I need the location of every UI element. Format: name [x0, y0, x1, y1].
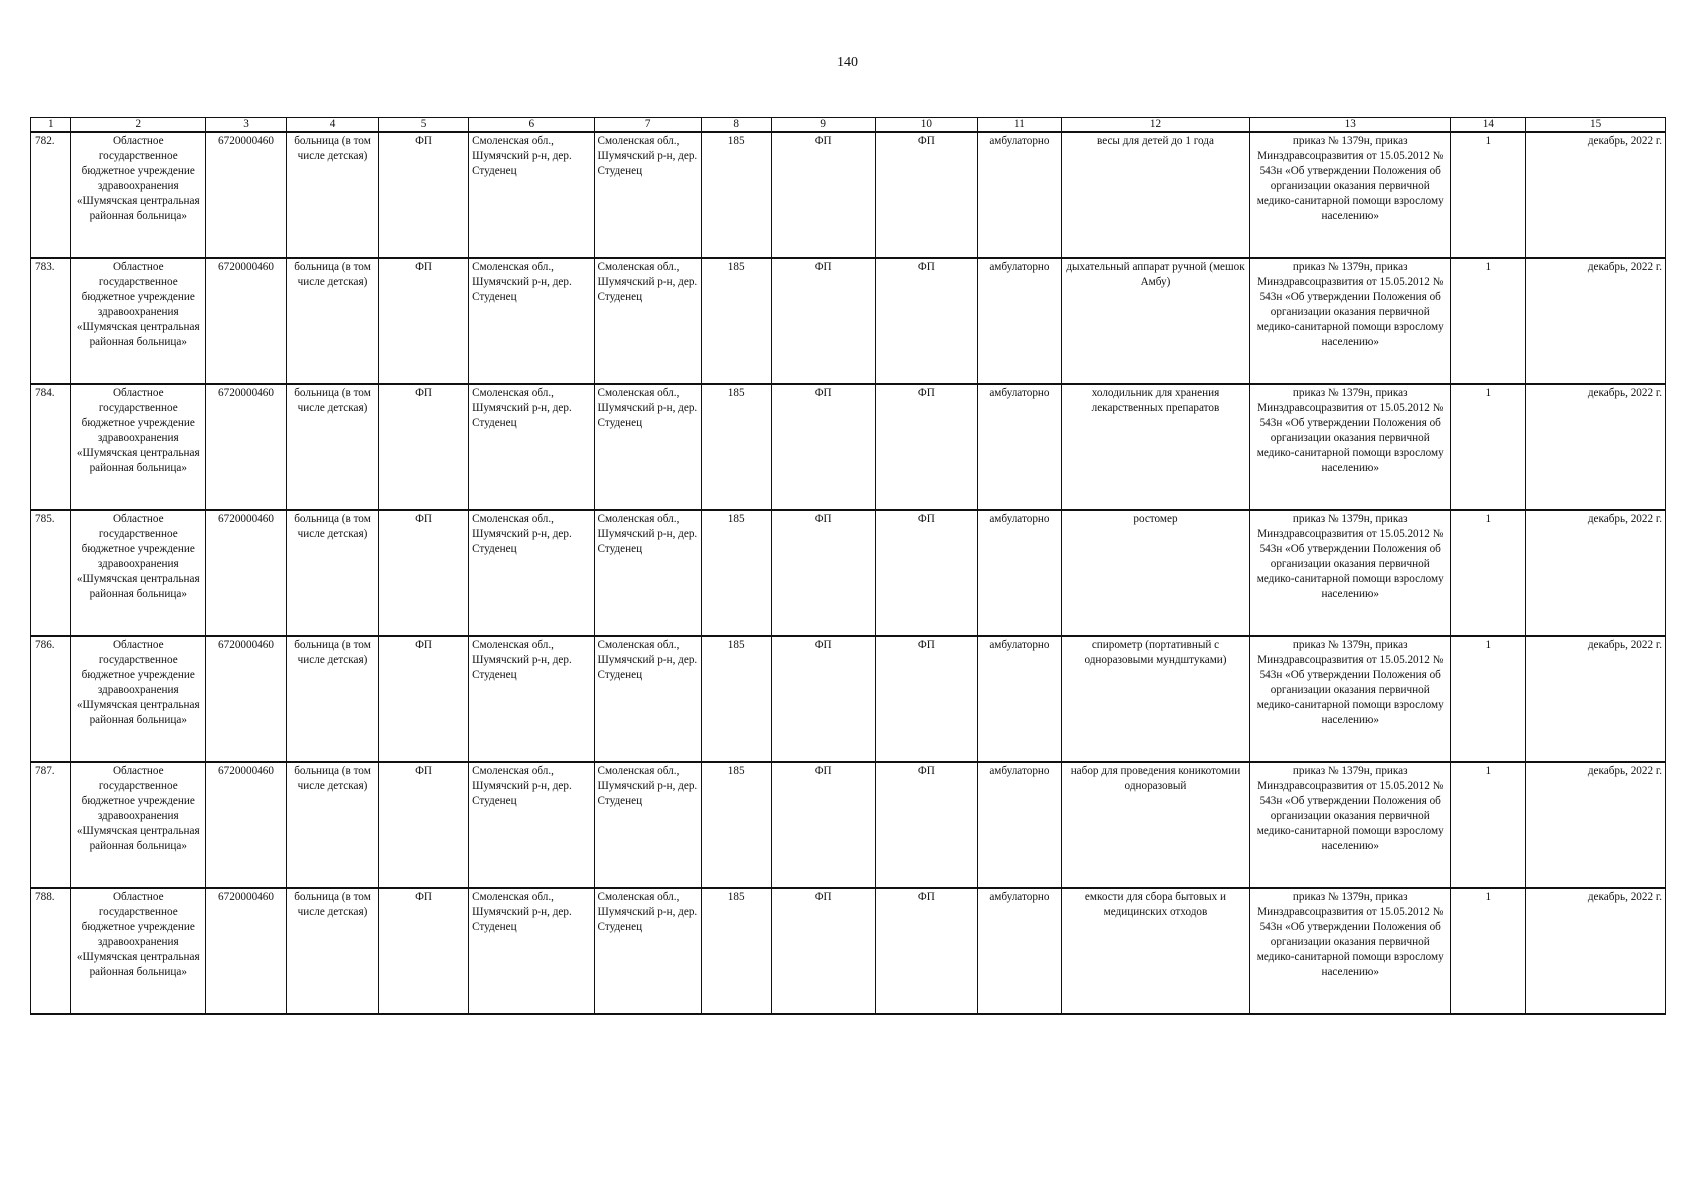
- organization-name: Областное государственное бюджетное учреждение здравоохранения «Шумячская центральная районная больница»: [71, 888, 206, 1014]
- table-row: [31, 258, 1666, 384]
- header-cell-13: 13: [1250, 118, 1451, 133]
- table-body: [31, 132, 1666, 1014]
- facility-type: больница (в том числе детская): [286, 510, 378, 636]
- facility-type: больница (в том числе детская): [286, 132, 378, 258]
- header-cell-14: 14: [1451, 118, 1526, 133]
- address-2: Смоленская обл., Шумячский р-н, дер. Студенец: [594, 132, 701, 258]
- equipment-name: емкости для сбора бытовых и медицинских отходов: [1061, 888, 1249, 1014]
- value-9: ФП: [771, 132, 875, 258]
- organization-name: Областное государственное бюджетное учреждение здравоохранения «Шумячская центральная районная больница»: [71, 636, 206, 762]
- organization-name: Областное государственное бюджетное учреждение здравоохранения «Шумячская центральная районная больница»: [71, 510, 206, 636]
- unit-type: ФП: [379, 636, 469, 762]
- quantity: 1: [1451, 636, 1526, 762]
- value-8: 185: [701, 636, 771, 762]
- address-1: Смоленская обл., Шумячский р-н, дер. Студенец: [469, 384, 594, 510]
- quantity: 1: [1451, 258, 1526, 384]
- value-8: 185: [701, 510, 771, 636]
- value-9: ФП: [771, 636, 875, 762]
- value-9: ФП: [771, 888, 875, 1014]
- value-10: ФП: [875, 384, 977, 510]
- care-mode: амбулаторно: [977, 762, 1061, 888]
- equipment-name: набор для проведения коникотомии одноразовый: [1061, 762, 1249, 888]
- quantity: 1: [1451, 888, 1526, 1014]
- delivery-date: декабрь, 2022 г.: [1526, 258, 1666, 384]
- value-8: 185: [701, 888, 771, 1014]
- address-2: Смоленская обл., Шумячский р-н, дер. Студенец: [594, 510, 701, 636]
- legal-basis: приказ № 1379н, приказ Минздравсоцразвития от 15.05.2012 № 543н «Об утверждении Положения об организации оказания первичной медико-санитарной помощи взрослому населению»: [1250, 510, 1451, 636]
- header-cell-1: 1: [31, 118, 71, 133]
- row-number: 784.: [31, 384, 71, 510]
- value-9: ФП: [771, 258, 875, 384]
- delivery-date: декабрь, 2022 г.: [1526, 762, 1666, 888]
- equipment-table: [30, 117, 1666, 1015]
- equipment-name: дыхательный аппарат ручной (мешок Амбу): [1061, 258, 1249, 384]
- header-cell-11: 11: [977, 118, 1061, 133]
- unit-type: ФП: [379, 510, 469, 636]
- facility-type: больница (в том числе детская): [286, 384, 378, 510]
- header-cell-12: 12: [1061, 118, 1249, 133]
- table-row: [31, 762, 1666, 888]
- facility-type: больница (в том числе детская): [286, 636, 378, 762]
- table-row: [31, 888, 1666, 1014]
- equipment-name: ростомер: [1061, 510, 1249, 636]
- value-8: 185: [701, 132, 771, 258]
- organization-name: Областное государственное бюджетное учреждение здравоохранения «Шумячская центральная районная больница»: [71, 384, 206, 510]
- organization-code: 6720000460: [206, 636, 287, 762]
- header-cell-15: 15: [1526, 118, 1666, 133]
- legal-basis: приказ № 1379н, приказ Минздравсоцразвития от 15.05.2012 № 543н «Об утверждении Положения об организации оказания первичной медико-санитарной помощи взрослому населению»: [1250, 258, 1451, 384]
- delivery-date: декабрь, 2022 г.: [1526, 636, 1666, 762]
- unit-type: ФП: [379, 888, 469, 1014]
- row-number: 783.: [31, 258, 71, 384]
- quantity: 1: [1451, 384, 1526, 510]
- value-10: ФП: [875, 762, 977, 888]
- header-row: [31, 118, 1666, 133]
- delivery-date: декабрь, 2022 г.: [1526, 132, 1666, 258]
- unit-type: ФП: [379, 384, 469, 510]
- value-8: 185: [701, 762, 771, 888]
- table-header: [31, 118, 1666, 133]
- header-cell-4: 4: [286, 118, 378, 133]
- organization-name: Областное государственное бюджетное учреждение здравоохранения «Шумячская центральная районная больница»: [71, 762, 206, 888]
- value-10: ФП: [875, 258, 977, 384]
- value-9: ФП: [771, 384, 875, 510]
- row-number: 782.: [31, 132, 71, 258]
- organization-code: 6720000460: [206, 762, 287, 888]
- header-cell-3: 3: [206, 118, 287, 133]
- value-8: 185: [701, 384, 771, 510]
- organization-code: 6720000460: [206, 888, 287, 1014]
- header-cell-10: 10: [875, 118, 977, 133]
- equipment-name: весы для детей до 1 года: [1061, 132, 1249, 258]
- quantity: 1: [1451, 132, 1526, 258]
- care-mode: амбулаторно: [977, 132, 1061, 258]
- value-8: 185: [701, 258, 771, 384]
- header-cell-2: 2: [71, 118, 206, 133]
- facility-type: больница (в том числе детская): [286, 762, 378, 888]
- facility-type: больница (в том числе детская): [286, 258, 378, 384]
- equipment-name: спирометр (портативный с одноразовыми мундштуками): [1061, 636, 1249, 762]
- table-row: [31, 384, 1666, 510]
- value-10: ФП: [875, 636, 977, 762]
- organization-code: 6720000460: [206, 258, 287, 384]
- address-1: Смоленская обл., Шумячский р-н, дер. Студенец: [469, 132, 594, 258]
- address-2: Смоленская обл., Шумячский р-н, дер. Студенец: [594, 888, 701, 1014]
- table-row: [31, 510, 1666, 636]
- address-1: Смоленская обл., Шумячский р-н, дер. Студенец: [469, 762, 594, 888]
- row-number: 786.: [31, 636, 71, 762]
- legal-basis: приказ № 1379н, приказ Минздравсоцразвития от 15.05.2012 № 543н «Об утверждении Положения об организации оказания первичной медико-санитарной помощи взрослому населению»: [1250, 636, 1451, 762]
- delivery-date: декабрь, 2022 г.: [1526, 510, 1666, 636]
- quantity: 1: [1451, 762, 1526, 888]
- quantity: 1: [1451, 510, 1526, 636]
- row-number: 785.: [31, 510, 71, 636]
- legal-basis: приказ № 1379н, приказ Минздравсоцразвития от 15.05.2012 № 543н «Об утверждении Положения об организации оказания первичной медико-санитарной помощи взрослому населению»: [1250, 888, 1451, 1014]
- unit-type: ФП: [379, 132, 469, 258]
- delivery-date: декабрь, 2022 г.: [1526, 888, 1666, 1014]
- value-10: ФП: [875, 888, 977, 1014]
- care-mode: амбулаторно: [977, 636, 1061, 762]
- equipment-name: холодильник для хранения лекарственных препаратов: [1061, 384, 1249, 510]
- address-2: Смоленская обл., Шумячский р-н, дер. Студенец: [594, 258, 701, 384]
- header-cell-8: 8: [701, 118, 771, 133]
- organization-code: 6720000460: [206, 384, 287, 510]
- organization-code: 6720000460: [206, 132, 287, 258]
- unit-type: ФП: [379, 258, 469, 384]
- header-cell-5: 5: [379, 118, 469, 133]
- legal-basis: приказ № 1379н, приказ Минздравсоцразвития от 15.05.2012 № 543н «Об утверждении Положения об организации оказания первичной медико-санитарной помощи взрослому населению»: [1250, 132, 1451, 258]
- address-1: Смоленская обл., Шумячский р-н, дер. Студенец: [469, 888, 594, 1014]
- unit-type: ФП: [379, 762, 469, 888]
- table-row: [31, 636, 1666, 762]
- address-2: Смоленская обл., Шумячский р-н, дер. Студенец: [594, 762, 701, 888]
- care-mode: амбулаторно: [977, 384, 1061, 510]
- page-number: 140: [837, 55, 858, 70]
- table-row: [31, 132, 1666, 258]
- header-cell-7: 7: [594, 118, 701, 133]
- value-9: ФП: [771, 762, 875, 888]
- value-10: ФП: [875, 132, 977, 258]
- row-number: 787.: [31, 762, 71, 888]
- facility-type: больница (в том числе детская): [286, 888, 378, 1014]
- organization-code: 6720000460: [206, 510, 287, 636]
- care-mode: амбулаторно: [977, 888, 1061, 1014]
- header-cell-6: 6: [469, 118, 594, 133]
- care-mode: амбулаторно: [977, 258, 1061, 384]
- legal-basis: приказ № 1379н, приказ Минздравсоцразвития от 15.05.2012 № 543н «Об утверждении Положения об организации оказания первичной медико-санитарной помощи взрослому населению»: [1250, 762, 1451, 888]
- address-1: Смоленская обл., Шумячский р-н, дер. Студенец: [469, 510, 594, 636]
- delivery-date: декабрь, 2022 г.: [1526, 384, 1666, 510]
- value-10: ФП: [875, 510, 977, 636]
- organization-name: Областное государственное бюджетное учреждение здравоохранения «Шумячская центральная районная больница»: [71, 132, 206, 258]
- header-cell-9: 9: [771, 118, 875, 133]
- legal-basis: приказ № 1379н, приказ Минздравсоцразвития от 15.05.2012 № 543н «Об утверждении Положения об организации оказания первичной медико-санитарной помощи взрослому населению»: [1250, 384, 1451, 510]
- address-2: Смоленская обл., Шумячский р-н, дер. Студенец: [594, 384, 701, 510]
- address-1: Смоленская обл., Шумячский р-н, дер. Студенец: [469, 636, 594, 762]
- organization-name: Областное государственное бюджетное учреждение здравоохранения «Шумячская центральная районная больница»: [71, 258, 206, 384]
- row-number: 788.: [31, 888, 71, 1014]
- address-1: Смоленская обл., Шумячский р-н, дер. Студенец: [469, 258, 594, 384]
- value-9: ФП: [771, 510, 875, 636]
- care-mode: амбулаторно: [977, 510, 1061, 636]
- address-2: Смоленская обл., Шумячский р-н, дер. Студенец: [594, 636, 701, 762]
